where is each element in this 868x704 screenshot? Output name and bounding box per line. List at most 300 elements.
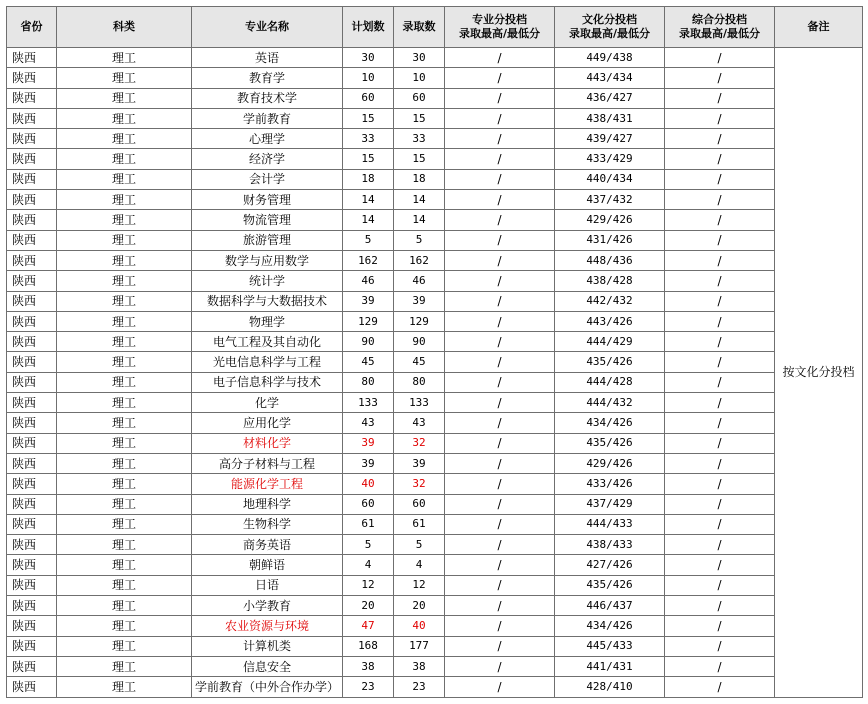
professional-score-cell: / [445,129,555,149]
professional-score-cell: / [445,413,555,433]
header-province: 省份 [7,7,57,48]
province-cell: 陕西 [7,494,57,514]
table-row [7,190,863,210]
province-cell: 陕西 [7,575,57,595]
category-cell: 理工 [57,129,192,149]
table-row [7,88,863,108]
category-cell: 理工 [57,596,192,616]
professional-score-cell: / [445,555,555,575]
major-cell: 光电信息科学与工程 [192,352,343,372]
plan-cell: 39 [343,453,394,473]
province-cell: 陕西 [7,535,57,555]
major-cell: 高分子材料与工程 [192,453,343,473]
category-cell: 理工 [57,311,192,331]
comprehensive-score-cell: / [665,129,775,149]
province-cell: 陕西 [7,677,57,697]
admitted-cell: 43 [394,413,445,433]
admitted-cell: 23 [394,677,445,697]
table-row [7,169,863,189]
category-cell: 理工 [57,372,192,392]
cultural-score-cell: 433/429 [555,149,665,169]
table-body [7,48,863,698]
plan-cell: 39 [343,433,394,453]
plan-cell: 18 [343,169,394,189]
category-cell: 理工 [57,149,192,169]
province-cell: 陕西 [7,108,57,128]
plan-cell: 15 [343,149,394,169]
province-cell: 陕西 [7,271,57,291]
table-row [7,393,863,413]
province-cell: 陕西 [7,616,57,636]
table-row [7,596,863,616]
province-cell: 陕西 [7,129,57,149]
header-comprehensive-line2: 录取最高/最低分 [678,27,761,40]
category-cell: 理工 [57,230,192,250]
cultural-score-cell: 429/426 [555,210,665,230]
professional-score-cell: / [445,372,555,392]
professional-score-cell: / [445,352,555,372]
major-cell: 朝鲜语 [192,555,343,575]
major-cell: 日语 [192,575,343,595]
comprehensive-score-cell: / [665,332,775,352]
table-row [7,271,863,291]
major-cell: 经济学 [192,149,343,169]
comprehensive-score-cell: / [665,677,775,697]
comprehensive-score-cell: / [665,656,775,676]
admitted-cell: 30 [394,48,445,68]
cultural-score-cell: 438/433 [555,535,665,555]
professional-score-cell: / [445,88,555,108]
major-cell: 地理科学 [192,494,343,514]
table-row [7,250,863,270]
header-cultural-line2: 录取最高/最低分 [568,27,651,40]
plan-cell: 15 [343,108,394,128]
plan-cell: 61 [343,514,394,534]
admitted-cell: 80 [394,372,445,392]
cultural-score-cell: 443/426 [555,311,665,331]
table-row [7,677,863,697]
admitted-cell: 133 [394,393,445,413]
major-cell: 材料化学 [192,433,343,453]
comprehensive-score-cell: / [665,88,775,108]
plan-cell: 39 [343,291,394,311]
province-cell: 陕西 [7,352,57,372]
cultural-score-cell: 444/433 [555,514,665,534]
major-cell: 农业资源与环境 [192,616,343,636]
plan-cell: 30 [343,48,394,68]
plan-cell: 60 [343,494,394,514]
province-cell: 陕西 [7,230,57,250]
category-cell: 理工 [57,332,192,352]
professional-score-cell: / [445,636,555,656]
note-cell: 按文化分投档 [775,48,863,698]
plan-cell: 60 [343,88,394,108]
province-cell: 陕西 [7,88,57,108]
cultural-score-cell: 440/434 [555,169,665,189]
cultural-score-cell: 438/431 [555,108,665,128]
plan-cell: 10 [343,68,394,88]
major-cell: 生物科学 [192,514,343,534]
professional-score-cell: / [445,271,555,291]
table-row [7,656,863,676]
admitted-cell: 15 [394,108,445,128]
header-note: 备注 [775,7,863,48]
major-cell: 化学 [192,393,343,413]
table-row [7,352,863,372]
table-row [7,210,863,230]
category-cell: 理工 [57,474,192,494]
cultural-score-cell: 444/432 [555,393,665,413]
professional-score-cell: / [445,656,555,676]
professional-score-cell: / [445,453,555,473]
comprehensive-score-cell: / [665,372,775,392]
major-cell: 数据科学与大数据技术 [192,291,343,311]
professional-score-cell: / [445,332,555,352]
plan-cell: 133 [343,393,394,413]
professional-score-cell: / [445,311,555,331]
professional-score-cell: / [445,535,555,555]
admitted-cell: 60 [394,88,445,108]
cultural-score-cell: 433/426 [555,474,665,494]
plan-cell: 162 [343,250,394,270]
province-cell: 陕西 [7,656,57,676]
professional-score-cell: / [445,596,555,616]
cultural-score-cell: 435/426 [555,575,665,595]
cultural-score-cell: 443/434 [555,68,665,88]
plan-cell: 5 [343,535,394,555]
professional-score-cell: / [445,230,555,250]
admitted-cell: 40 [394,616,445,636]
cultural-score-cell: 439/427 [555,129,665,149]
category-cell: 理工 [57,433,192,453]
plan-cell: 4 [343,555,394,575]
major-cell: 物理学 [192,311,343,331]
plan-cell: 23 [343,677,394,697]
plan-cell: 40 [343,474,394,494]
table-row [7,48,863,68]
comprehensive-score-cell: / [665,250,775,270]
comprehensive-score-cell: / [665,190,775,210]
comprehensive-score-cell: / [665,453,775,473]
cultural-score-cell: 448/436 [555,250,665,270]
table-row [7,149,863,169]
professional-score-cell: / [445,250,555,270]
plan-cell: 45 [343,352,394,372]
table-row [7,474,863,494]
comprehensive-score-cell: / [665,230,775,250]
comprehensive-score-cell: / [665,514,775,534]
plan-cell: 14 [343,190,394,210]
category-cell: 理工 [57,108,192,128]
admitted-cell: 39 [394,453,445,473]
category-cell: 理工 [57,48,192,68]
province-cell: 陕西 [7,250,57,270]
province-cell: 陕西 [7,332,57,352]
major-cell: 教育学 [192,68,343,88]
admitted-cell: 5 [394,230,445,250]
table-row [7,535,863,555]
category-cell: 理工 [57,677,192,697]
major-cell: 英语 [192,48,343,68]
major-cell: 信息安全 [192,656,343,676]
category-cell: 理工 [57,352,192,372]
category-cell: 理工 [57,535,192,555]
plan-cell: 5 [343,230,394,250]
category-cell: 理工 [57,656,192,676]
category-cell: 理工 [57,271,192,291]
province-cell: 陕西 [7,555,57,575]
plan-cell: 168 [343,636,394,656]
comprehensive-score-cell: / [665,291,775,311]
category-cell: 理工 [57,291,192,311]
comprehensive-score-cell: / [665,555,775,575]
admitted-cell: 177 [394,636,445,656]
plan-cell: 129 [343,311,394,331]
table-row [7,616,863,636]
comprehensive-score-cell: / [665,352,775,372]
comprehensive-score-cell: / [665,474,775,494]
comprehensive-score-cell: / [665,433,775,453]
plan-cell: 20 [343,596,394,616]
header-plan: 计划数 [343,7,394,48]
cultural-score-cell: 445/433 [555,636,665,656]
professional-score-cell: / [445,169,555,189]
cultural-score-cell: 446/437 [555,596,665,616]
plan-cell: 14 [343,210,394,230]
province-cell: 陕西 [7,169,57,189]
category-cell: 理工 [57,210,192,230]
plan-cell: 12 [343,575,394,595]
professional-score-cell: / [445,68,555,88]
cultural-score-cell: 427/426 [555,555,665,575]
category-cell: 理工 [57,68,192,88]
table-row [7,413,863,433]
category-cell: 理工 [57,555,192,575]
professional-score-cell: / [445,291,555,311]
province-cell: 陕西 [7,210,57,230]
comprehensive-score-cell: / [665,48,775,68]
cultural-score-cell: 434/426 [555,616,665,636]
professional-score-cell: / [445,616,555,636]
comprehensive-score-cell: / [665,210,775,230]
table-row [7,372,863,392]
major-cell: 计算机类 [192,636,343,656]
table-row [7,575,863,595]
cultural-score-cell: 434/426 [555,413,665,433]
table-row [7,129,863,149]
category-cell: 理工 [57,250,192,270]
table-row [7,555,863,575]
province-cell: 陕西 [7,474,57,494]
professional-score-cell: / [445,494,555,514]
major-cell: 旅游管理 [192,230,343,250]
professional-score-cell: / [445,433,555,453]
province-cell: 陕西 [7,514,57,534]
comprehensive-score-cell: / [665,311,775,331]
professional-score-cell: / [445,474,555,494]
major-cell: 会计学 [192,169,343,189]
header-row [7,7,863,48]
professional-score-cell: / [445,48,555,68]
major-cell: 学前教育（中外合作办学） [192,677,343,697]
comprehensive-score-cell: / [665,68,775,88]
category-cell: 理工 [57,636,192,656]
admitted-cell: 33 [394,129,445,149]
plan-cell: 80 [343,372,394,392]
admitted-cell: 18 [394,169,445,189]
comprehensive-score-cell: / [665,575,775,595]
header-comprehensive-score [665,7,775,48]
cultural-score-cell: 449/438 [555,48,665,68]
comprehensive-score-cell: / [665,596,775,616]
cultural-score-cell: 431/426 [555,230,665,250]
province-cell: 陕西 [7,372,57,392]
cultural-score-cell: 428/410 [555,677,665,697]
table-row [7,433,863,453]
province-cell: 陕西 [7,190,57,210]
header-cultural-score [555,7,665,48]
category-cell: 理工 [57,616,192,636]
cultural-score-cell: 437/432 [555,190,665,210]
table-row [7,108,863,128]
major-cell: 学前教育 [192,108,343,128]
major-cell: 财务管理 [192,190,343,210]
table-row [7,514,863,534]
header-comprehensive-line1: 综合分投档 [692,13,747,26]
major-cell: 统计学 [192,271,343,291]
province-cell: 陕西 [7,636,57,656]
admitted-cell: 5 [394,535,445,555]
admitted-cell: 4 [394,555,445,575]
header-professional-score [445,7,555,48]
comprehensive-score-cell: / [665,535,775,555]
cultural-score-cell: 441/431 [555,656,665,676]
province-cell: 陕西 [7,68,57,88]
admitted-cell: 60 [394,494,445,514]
comprehensive-score-cell: / [665,616,775,636]
major-cell: 能源化学工程 [192,474,343,494]
major-cell: 心理学 [192,129,343,149]
admitted-cell: 45 [394,352,445,372]
province-cell: 陕西 [7,413,57,433]
cultural-score-cell: 429/426 [555,453,665,473]
admitted-cell: 12 [394,575,445,595]
header-professional-line1: 专业分投档 [472,13,527,26]
admission-table [6,6,863,698]
professional-score-cell: / [445,108,555,128]
comprehensive-score-cell: / [665,494,775,514]
table-row [7,332,863,352]
admitted-cell: 32 [394,474,445,494]
major-cell: 教育技术学 [192,88,343,108]
cultural-score-cell: 437/429 [555,494,665,514]
major-cell: 物流管理 [192,210,343,230]
admitted-cell: 129 [394,311,445,331]
table-row [7,230,863,250]
province-cell: 陕西 [7,291,57,311]
category-cell: 理工 [57,494,192,514]
plan-cell: 33 [343,129,394,149]
admitted-cell: 90 [394,332,445,352]
province-cell: 陕西 [7,393,57,413]
plan-cell: 90 [343,332,394,352]
category-cell: 理工 [57,190,192,210]
category-cell: 理工 [57,514,192,534]
professional-score-cell: / [445,677,555,697]
admitted-cell: 14 [394,210,445,230]
cultural-score-cell: 435/426 [555,352,665,372]
comprehensive-score-cell: / [665,636,775,656]
admitted-cell: 162 [394,250,445,270]
province-cell: 陕西 [7,453,57,473]
category-cell: 理工 [57,575,192,595]
header-professional-line2: 录取最高/最低分 [458,27,541,40]
header-cultural-line1: 文化分投档 [582,13,637,26]
cultural-score-cell: 438/428 [555,271,665,291]
cultural-score-cell: 444/428 [555,372,665,392]
header-category: 科类 [57,7,192,48]
admitted-cell: 20 [394,596,445,616]
table-row [7,494,863,514]
table-row [7,453,863,473]
major-cell: 小学教育 [192,596,343,616]
province-cell: 陕西 [7,433,57,453]
major-cell: 电子信息科学与技术 [192,372,343,392]
comprehensive-score-cell: / [665,149,775,169]
category-cell: 理工 [57,413,192,433]
category-cell: 理工 [57,393,192,413]
plan-cell: 46 [343,271,394,291]
cultural-score-cell: 435/426 [555,433,665,453]
admitted-cell: 10 [394,68,445,88]
table-row [7,68,863,88]
admitted-cell: 32 [394,433,445,453]
province-cell: 陕西 [7,311,57,331]
comprehensive-score-cell: / [665,108,775,128]
admitted-cell: 39 [394,291,445,311]
table-row [7,311,863,331]
admitted-cell: 15 [394,149,445,169]
province-cell: 陕西 [7,48,57,68]
admitted-cell: 46 [394,271,445,291]
province-cell: 陕西 [7,149,57,169]
header-major: 专业名称 [192,7,343,48]
category-cell: 理工 [57,453,192,473]
comprehensive-score-cell: / [665,413,775,433]
header-admitted: 录取数 [394,7,445,48]
cultural-score-cell: 444/429 [555,332,665,352]
category-cell: 理工 [57,88,192,108]
plan-cell: 47 [343,616,394,636]
major-cell: 电气工程及其自动化 [192,332,343,352]
professional-score-cell: / [445,210,555,230]
professional-score-cell: / [445,575,555,595]
professional-score-cell: / [445,393,555,413]
comprehensive-score-cell: / [665,271,775,291]
cultural-score-cell: 442/432 [555,291,665,311]
admitted-cell: 38 [394,656,445,676]
plan-cell: 43 [343,413,394,433]
category-cell: 理工 [57,169,192,189]
professional-score-cell: / [445,149,555,169]
major-cell: 商务英语 [192,535,343,555]
comprehensive-score-cell: / [665,169,775,189]
major-cell: 数学与应用数学 [192,250,343,270]
plan-cell: 38 [343,656,394,676]
table-row [7,291,863,311]
professional-score-cell: / [445,190,555,210]
admitted-cell: 14 [394,190,445,210]
